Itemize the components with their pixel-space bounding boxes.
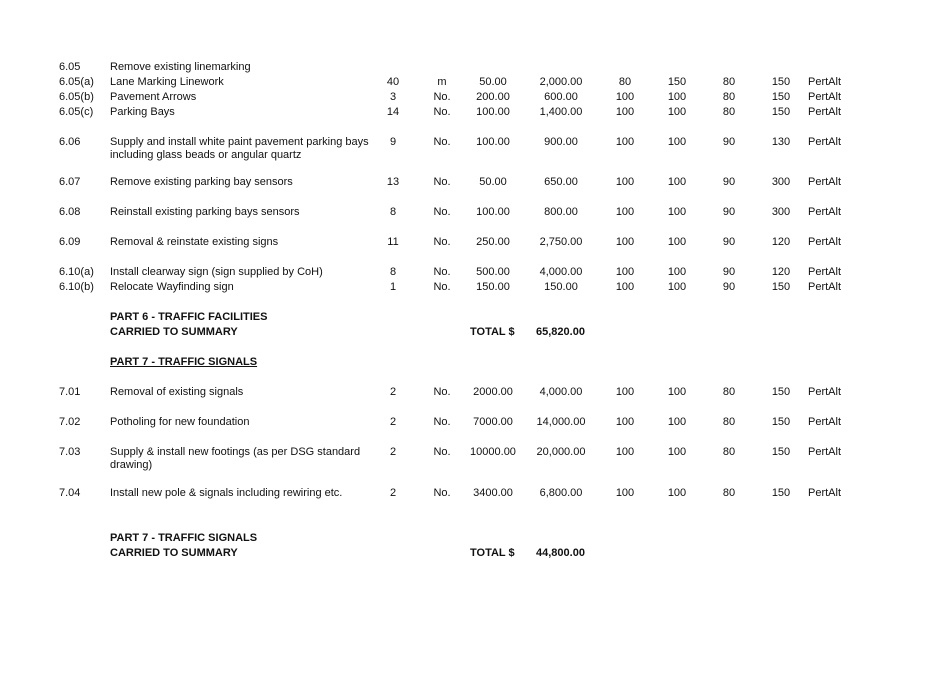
item-description: Removal of existing signals [110,386,244,398]
item-value-1: 100 [615,266,635,278]
item-description: Remove existing parking bay sensors [110,176,293,188]
item-description: Relocate Wayfinding sign [110,281,234,293]
part7-summary-title: PART 7 - TRAFFIC SIGNALS [110,532,258,544]
item-quantity: 2 [389,386,397,398]
part7-total-label: TOTAL $ [470,547,515,559]
item-code: 6.05 [59,61,81,73]
item-value-3: 80 [722,446,736,458]
item-value-3: 80 [722,76,736,88]
item-value-1: 100 [615,136,635,148]
item-source: PertAlt [808,76,842,88]
item-code: 6.05(c) [59,106,94,118]
item-amount: 2,750.00 [539,236,583,248]
table-row [0,105,951,119]
item-code: 6.09 [59,236,81,248]
item-description: Reinstall existing parking bays sensors [110,206,300,218]
part6-total-value: 65,820.00 [536,326,585,338]
table-row [0,415,951,429]
item-value-2: 100 [667,136,687,148]
item-source: PertAlt [808,136,842,148]
item-unit: No. [433,446,451,458]
item-amount: 14,000.00 [536,416,586,428]
item-source: PertAlt [808,106,842,118]
item-rate: 100.00 [476,206,510,218]
item-source: PertAlt [808,176,842,188]
item-rate: 100.00 [476,106,510,118]
item-code: 6.10(a) [59,266,94,278]
table-row [0,135,951,149]
item-value-4: 150 [771,386,791,398]
item-unit: No. [433,91,451,103]
item-rate: 7000.00 [473,416,513,428]
item-source: PertAlt [808,236,842,248]
item-value-2: 100 [667,266,687,278]
item-description-continued: including glass beads or angular quartz [110,149,302,161]
item-source: PertAlt [808,386,842,398]
item-value-1: 100 [615,416,635,428]
item-value-1: 100 [615,487,635,499]
item-rate: 200.00 [476,91,510,103]
item-rate: 2000.00 [473,386,513,398]
item-amount: 900.00 [544,136,578,148]
item-unit: No. [433,236,451,248]
item-unit: No. [433,386,451,398]
item-amount: 4,000.00 [539,386,583,398]
item-amount: 4,000.00 [539,266,583,278]
item-description: Parking Bays [110,106,175,118]
item-value-1: 100 [615,281,635,293]
item-value-1: 100 [615,176,635,188]
item-description: Remove existing linemarking [110,61,251,73]
table-row [0,60,951,74]
table-row [0,205,951,219]
item-value-4: 300 [771,176,791,188]
item-value-4: 300 [771,206,791,218]
part6-summary-title: PART 6 - TRAFFIC FACILITIES [110,311,268,323]
item-value-4: 150 [771,416,791,428]
item-amount: 600.00 [544,91,578,103]
item-value-3: 80 [722,487,736,499]
item-description: Pavement Arrows [110,91,197,103]
item-unit: No. [433,136,451,148]
item-quantity: 2 [389,487,397,499]
item-quantity: 9 [389,136,397,148]
item-rate: 50.00 [479,76,507,88]
item-rate: 100.00 [476,136,510,148]
item-code: 7.04 [59,487,81,499]
item-value-4: 150 [771,76,791,88]
item-amount: 800.00 [544,206,578,218]
item-amount: 6,800.00 [539,487,583,499]
item-description: Supply and install white paint pavement parking bays [110,136,369,148]
item-value-4: 120 [771,236,791,248]
item-value-3: 90 [722,266,736,278]
item-rate: 10000.00 [470,446,516,458]
table-row [0,385,951,399]
item-quantity: 8 [389,266,397,278]
item-rate: 250.00 [476,236,510,248]
item-unit: No. [433,266,451,278]
item-code: 6.06 [59,136,81,148]
part6-summary-title-row [0,310,951,324]
item-value-1: 100 [615,386,635,398]
item-value-2: 100 [667,236,687,248]
part7-summary-title-row [0,531,951,545]
table-row [0,486,951,500]
item-description-continued: drawing) [110,459,153,471]
item-code: 7.01 [59,386,81,398]
part6-total-label: TOTAL $ [470,326,515,338]
item-quantity: 40 [386,76,400,88]
item-quantity: 14 [386,106,400,118]
item-value-2: 100 [667,206,687,218]
item-quantity: 8 [389,206,397,218]
item-amount: 650.00 [544,176,578,188]
item-description: Install clearway sign (sign supplied by CoH) [110,266,323,278]
item-value-2: 100 [667,106,687,118]
table-row [0,90,951,104]
item-value-3: 90 [722,281,736,293]
table-row [0,265,951,279]
item-unit: No. [433,206,451,218]
item-source: PertAlt [808,206,842,218]
item-value-1: 100 [615,206,635,218]
item-source: PertAlt [808,266,842,278]
item-amount: 2,000.00 [539,76,583,88]
item-code: 6.08 [59,206,81,218]
item-value-2: 100 [667,91,687,103]
item-value-1: 100 [615,236,635,248]
table-row [0,75,951,89]
item-value-4: 150 [771,106,791,118]
item-amount: 20,000.00 [536,446,586,458]
item-description: Supply & install new footings (as per DSG standard [110,446,361,458]
item-value-3: 90 [722,136,736,148]
item-value-1: 80 [618,76,632,88]
part7-summary-total-row [0,546,951,560]
item-description: Potholing for new foundation [110,416,250,428]
item-quantity: 3 [389,91,397,103]
item-amount: 150.00 [544,281,578,293]
item-rate: 500.00 [476,266,510,278]
table-row-continuation [0,458,951,472]
item-unit: No. [433,176,451,188]
item-description: Lane Marking Linework [110,76,224,88]
table-row [0,445,951,459]
table-row [0,280,951,294]
item-value-4: 130 [771,136,791,148]
item-code: 6.05(b) [59,91,94,103]
item-value-4: 120 [771,266,791,278]
part6-carried-to-summary: CARRIED TO SUMMARY [110,326,238,338]
item-unit: No. [433,281,451,293]
item-value-4: 150 [771,487,791,499]
item-value-2: 100 [667,281,687,293]
item-source: PertAlt [808,487,842,499]
item-value-3: 90 [722,236,736,248]
item-code: 7.02 [59,416,81,428]
item-description: Install new pole & signals including rewiring etc. [110,487,343,499]
item-value-3: 80 [722,106,736,118]
item-value-4: 150 [771,91,791,103]
item-value-1: 100 [615,91,635,103]
table-row-continuation [0,148,951,162]
item-quantity: 13 [386,176,400,188]
item-value-3: 80 [722,386,736,398]
item-quantity: 1 [389,281,397,293]
item-quantity: 11 [387,236,399,248]
item-source: PertAlt [808,91,842,103]
table-row [0,175,951,189]
item-rate: 3400.00 [473,487,513,499]
item-value-3: 90 [722,206,736,218]
item-value-3: 80 [722,416,736,428]
item-description: Removal & reinstate existing signs [110,236,279,248]
item-code: 6.05(a) [59,76,94,88]
item-value-4: 150 [771,446,791,458]
item-value-2: 100 [667,386,687,398]
item-value-4: 150 [771,281,791,293]
item-value-3: 90 [722,176,736,188]
table-row [0,235,951,249]
item-rate: 150.00 [476,281,510,293]
item-code: 7.03 [59,446,81,458]
item-value-2: 100 [667,416,687,428]
item-value-2: 100 [667,487,687,499]
item-value-3: 80 [722,91,736,103]
part7-total-value: 44,800.00 [536,547,585,559]
item-value-2: 100 [667,176,687,188]
part6-summary-total-row [0,325,951,339]
item-source: PertAlt [808,446,842,458]
item-unit: No. [433,487,451,499]
item-code: 6.07 [59,176,81,188]
item-value-1: 100 [615,106,635,118]
item-value-2: 150 [667,76,687,88]
item-source: PertAlt [808,281,842,293]
item-unit: No. [433,416,451,428]
item-rate: 50.00 [479,176,507,188]
item-value-1: 100 [615,446,635,458]
item-amount: 1,400.00 [539,106,583,118]
item-quantity: 2 [389,416,397,428]
item-unit: m [437,76,447,88]
part7-heading: PART 7 - TRAFFIC SIGNALS [110,356,258,368]
item-quantity: 2 [389,446,397,458]
item-value-2: 100 [667,446,687,458]
part7-carried-to-summary: CARRIED TO SUMMARY [110,547,238,559]
part7-heading-row [0,355,951,369]
item-source: PertAlt [808,416,842,428]
item-unit: No. [433,106,451,118]
item-code: 6.10(b) [59,281,94,293]
